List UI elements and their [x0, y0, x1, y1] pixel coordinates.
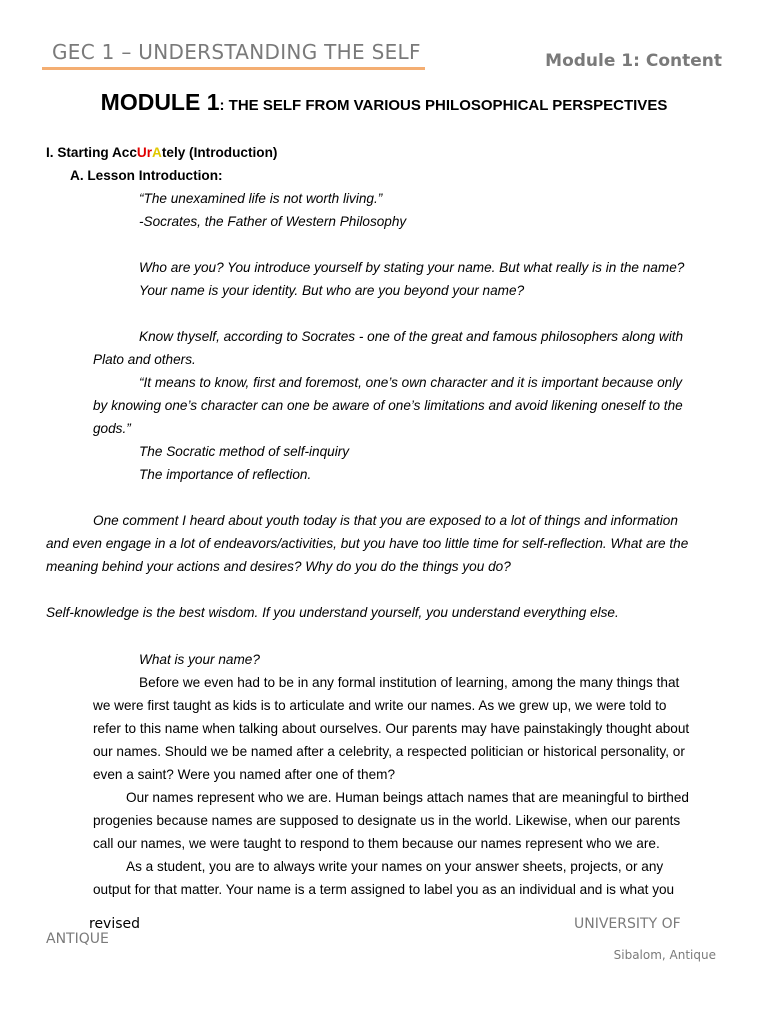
paragraph-line: Your name is your identity. But who are you beyond your name? [139, 283, 525, 298]
paragraph-line: One comment I heard about youth today is that you are exposed to a lot of things and information [93, 513, 678, 528]
section-heading-prefix: I. Starting Acc [46, 145, 137, 160]
header-rule [42, 67, 425, 70]
section-heading [46, 141, 277, 164]
paragraph-line: Plato and others. [93, 352, 196, 367]
paragraph-line: progenies because names are supposed to designate us in the world. Likewise, when our parents [93, 813, 681, 828]
course-header: GEC 1 – UNDERSTANDING THE SELF [52, 40, 421, 64]
paragraph-line: Who are you? You introduce yourself by stating your name. But what really is in the name? [139, 260, 685, 275]
paragraph-line: Self-knowledge is the best wisdom. If you understand yourself, you understand everything else. [46, 605, 619, 620]
paragraph-line: gods.” [93, 421, 131, 436]
footer-revised: revised [89, 916, 141, 932]
paragraph-line: by knowing one’s character can one be aware of one’s limitations and avoid likening oneself to the [93, 398, 683, 413]
module-number: MODULE 1 [100, 89, 220, 115]
paragraph-line: As a student, you are to always write your names on your answer sheets, projects, or any [126, 859, 664, 874]
paragraph-line: Before we even had to be in any formal institution of learning, among the many things that [139, 675, 680, 690]
paragraph-line: and even engage in a lot of endeavors/activities, but you have too little time for self-reflection. What are the [46, 536, 689, 551]
paragraph-line: meaning behind your actions and desires? Why do you do the things you do? [46, 559, 511, 574]
paragraph-line: call our names, we were taught to respond to them because our names represent who we are. [93, 836, 660, 851]
paragraph-line: even a saint? Were you named after one of them? [93, 767, 396, 782]
section-heading-r: r [146, 145, 153, 160]
paragraph-line: The importance of reflection. [139, 467, 312, 482]
paragraph-line: Our names represent who we are. Human beings attach names that are meaningful to birthed [126, 790, 689, 805]
module-label: Module 1: Content [545, 51, 722, 71]
footer-university: UNIVERSITY OF [574, 916, 681, 932]
section-heading-suffix: tely (Introduction) [161, 145, 278, 160]
module-subtitle: : THE SELF FROM VARIOUS PHILOSOPHICAL PERSPECTIVES [219, 97, 668, 114]
quote: “The unexamined life is not worth living.” [139, 191, 383, 206]
paragraph-line: Know thyself, according to Socrates - one of the great and famous philosophers along with [139, 329, 684, 344]
section-heading-u: U [136, 145, 147, 160]
subsection-heading: What is your name? [139, 652, 260, 667]
page-title [0, 89, 768, 116]
paragraph-line: output for that matter. Your name is a term assigned to label you as an individual and is what you [93, 882, 675, 897]
lesson-subheading: A. Lesson Introduction: [70, 168, 223, 183]
paragraph-line: refer to this name when talking about ourselves. Our parents may have painstakingly thought about [93, 721, 690, 736]
footer-antique: ANTIQUE [46, 931, 109, 947]
paragraph-line: we were first taught as kids is to articulate and write our names. As we grew up, we were told to [93, 698, 667, 713]
paragraph-line: our names. Should we be named after a celebrity, a respected politician or historical personality, or [93, 744, 685, 759]
paragraph-line: The Socratic method of self-inquiry [139, 444, 350, 459]
quote-attribution: -Socrates, the Father of Western Philosophy [139, 214, 407, 229]
section-heading-a: A [152, 145, 162, 160]
footer-location: Sibalom, Antique [613, 948, 716, 962]
paragraph-line: “It means to know, first and foremost, one’s own character and it is important because only [139, 375, 683, 390]
